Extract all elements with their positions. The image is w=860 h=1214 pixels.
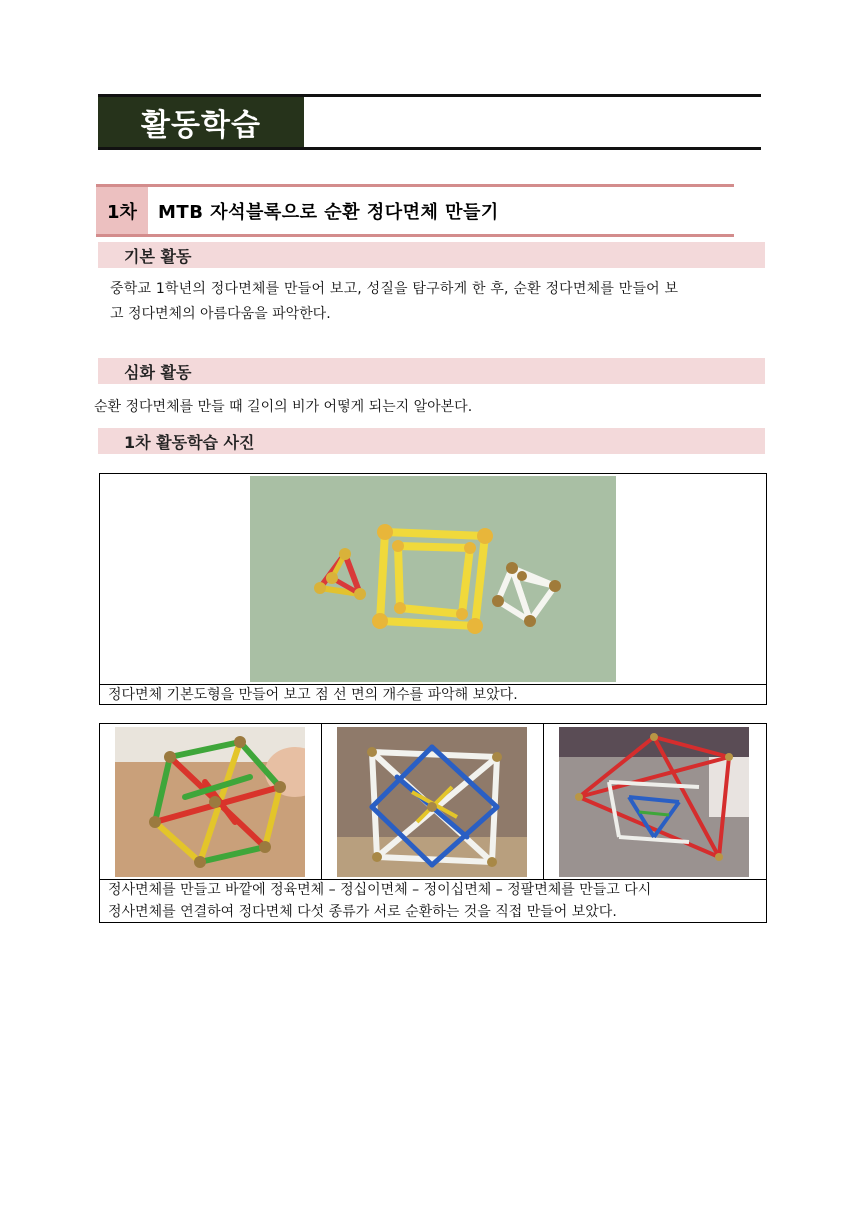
basic-activity-text bbox=[110, 277, 770, 327]
photo-caption-2 bbox=[108, 879, 758, 923]
photo-caption-2-line-1: 정사면체를 만들고 바깥에 정육면체 – 정십이면체 – 정이십면체 – 정팔면체를 만들고 다시 bbox=[108, 882, 652, 898]
basic-activity-heading: 기본 활동 bbox=[98, 242, 765, 268]
photo-divider-1 bbox=[321, 724, 322, 879]
session-title: MTB 자석블록으로 순환 정다면체 만들기 bbox=[158, 201, 499, 223]
photo-circulating-solids bbox=[559, 727, 749, 877]
session-number: 1차 bbox=[96, 187, 148, 234]
photo-frame-1 bbox=[99, 473, 767, 705]
photos-heading: 1차 활동학습 사진 bbox=[98, 428, 765, 454]
photo-nested-cube bbox=[337, 727, 527, 877]
photo-icosahedron bbox=[115, 727, 305, 877]
page-title: 활동학습 bbox=[141, 108, 261, 143]
photo-caption-1: 정다면체 기본도형을 만들어 보고 점 선 면의 개수를 파악해 보았다. bbox=[108, 687, 518, 703]
basic-activity-line-2: 고 정다면체의 아름다움을 파악한다. bbox=[110, 306, 331, 322]
photo-divider-2 bbox=[543, 724, 544, 879]
photo-basic-solids bbox=[250, 476, 616, 682]
advanced-activity-text: 순환 정다면체를 만들 때 길이의 비가 어떻게 되는지 알아본다. bbox=[94, 399, 473, 415]
photo-caption-2-line-2: 정사면체를 연결하여 정다면체 다섯 종류가 서로 순환하는 것을 직접 만들어 보았다. bbox=[108, 904, 617, 920]
advanced-activity-heading: 심화 활동 bbox=[98, 358, 765, 384]
header-bottom-rule bbox=[98, 147, 761, 150]
photo-frame-2 bbox=[99, 723, 767, 923]
session-bottom-rule bbox=[96, 234, 734, 237]
basic-activity-line-1: 중학교 1학년의 정다면체를 만들어 보고, 성질을 탐구하게 한 후, 순환 정다면체를 만들어 보 bbox=[110, 281, 679, 297]
